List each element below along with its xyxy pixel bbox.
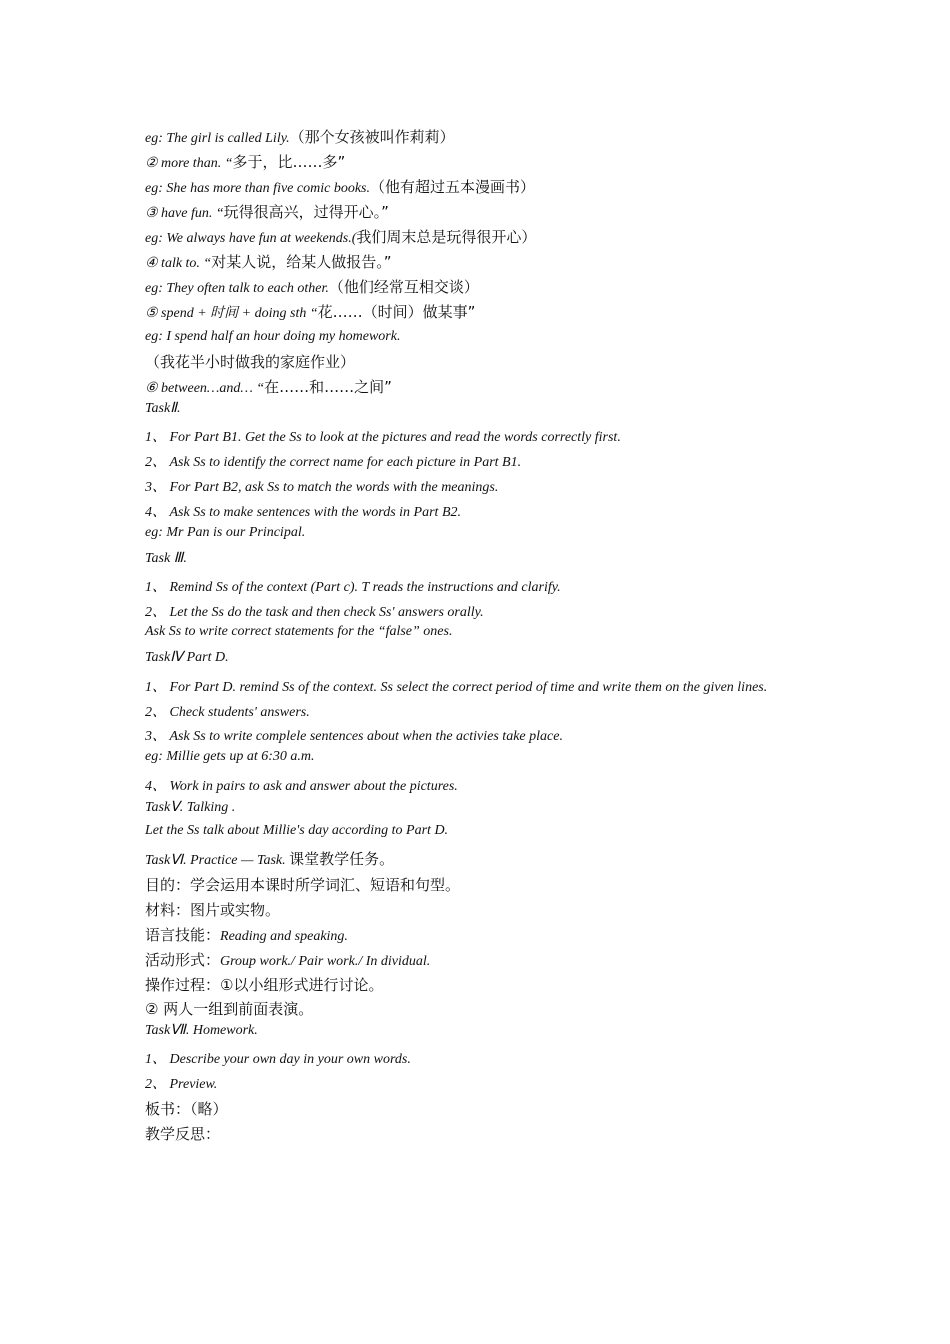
- text-line: ② more than. “多于，比……多”: [145, 153, 346, 171]
- text-line: ③ have fun. “玩得很高兴，过得开心。”: [145, 203, 389, 221]
- list-item: 3、 For Part B2, ask Ss to match the words with the meanings.: [145, 480, 499, 495]
- list-item: 2、 Preview.: [145, 1077, 218, 1092]
- text-line: 目的：学会运用本课时所学词汇、短语和句型。: [145, 876, 461, 894]
- text-line: eg: Millie gets up at 6:30 a.m.: [145, 749, 315, 764]
- text-line: Ask Ss to write correct statements for the “false” ones.: [145, 624, 453, 639]
- text-line: ② 两人一组到前面表演。: [145, 1000, 314, 1018]
- list-item: 4、 Ask Ss to make sentences with the words in Part B2.: [145, 505, 461, 520]
- section-heading: TaskⅥ. Practice — Task. 课堂教学任务。: [145, 850, 395, 868]
- text-line: ⑤ spend + 时间 + doing sth “花……（时间）做某事”: [145, 303, 476, 321]
- list-item: 2、 Check students' answers.: [145, 705, 310, 720]
- text-line: 活动形式：Group work./ Pair work./ In dividual.: [145, 951, 431, 969]
- text-line: eg: The girl is called Lily.（那个女孩被叫作莉莉）: [145, 128, 455, 146]
- text-line: Let the Ss talk about Millie's day according to Part D.: [145, 823, 449, 838]
- text-line: 材料：图片或实物。: [145, 901, 281, 919]
- text-line: （我花半小时做我的家庭作业）: [145, 353, 356, 371]
- section-heading: TaskⅣ Part D.: [145, 650, 229, 665]
- list-item: 1、 For Part B1. Get the Ss to look at the pictures and read the words correctly first.: [145, 430, 621, 445]
- list-item: 1、 Describe your own day in your own words.: [145, 1052, 411, 1067]
- text-line: eg: I spend half an hour doing my homework.: [145, 329, 401, 344]
- text-line: 语言技能：Reading and speaking.: [145, 926, 348, 944]
- list-item: 4、 Work in pairs to ask and answer about the pictures.: [145, 779, 458, 794]
- text-line: eg: Mr Pan is our Principal.: [145, 525, 306, 540]
- list-item: 1、 Remind Ss of the context (Part c). T reads the instructions and clarify.: [145, 580, 561, 595]
- list-item: 1、 For Part D. remind Ss of the context. Ss select the correct period of time and write them on the given lines.: [145, 680, 768, 695]
- list-item: 2、 Ask Ss to identify the correct name for each picture in Part B1.: [145, 455, 522, 470]
- section-heading: TaskⅤ. Talking .: [145, 800, 236, 815]
- text-line: eg: She has more than five comic books.（他有超过五本漫画书）: [145, 178, 535, 196]
- text-line: eg: They often talk to each other.（他们经常互相交谈）: [145, 278, 479, 296]
- text-line: 操作过程：①以小组形式进行讨论。: [145, 976, 384, 994]
- list-item: 3、 Ask Ss to write complele sentences about when the activies take place.: [145, 729, 563, 744]
- text-line: 板书：（略）: [145, 1100, 228, 1118]
- section-heading: TaskⅡ.: [145, 401, 181, 416]
- text-line: ⑥ between…and… “在……和……之间”: [145, 378, 392, 396]
- list-item: 2、 Let the Ss do the task and then check Ss' answers orally.: [145, 605, 484, 620]
- text-line: eg: We always have fun at weekends.(我们周末总是玩得很开心）: [145, 228, 537, 246]
- text-line: ④ talk to. “对某人说，给某人做报告。”: [145, 253, 392, 271]
- section-heading: TaskⅦ. Homework.: [145, 1023, 258, 1038]
- text-line: 教学反思：: [145, 1125, 221, 1143]
- section-heading: Task Ⅲ.: [145, 551, 187, 566]
